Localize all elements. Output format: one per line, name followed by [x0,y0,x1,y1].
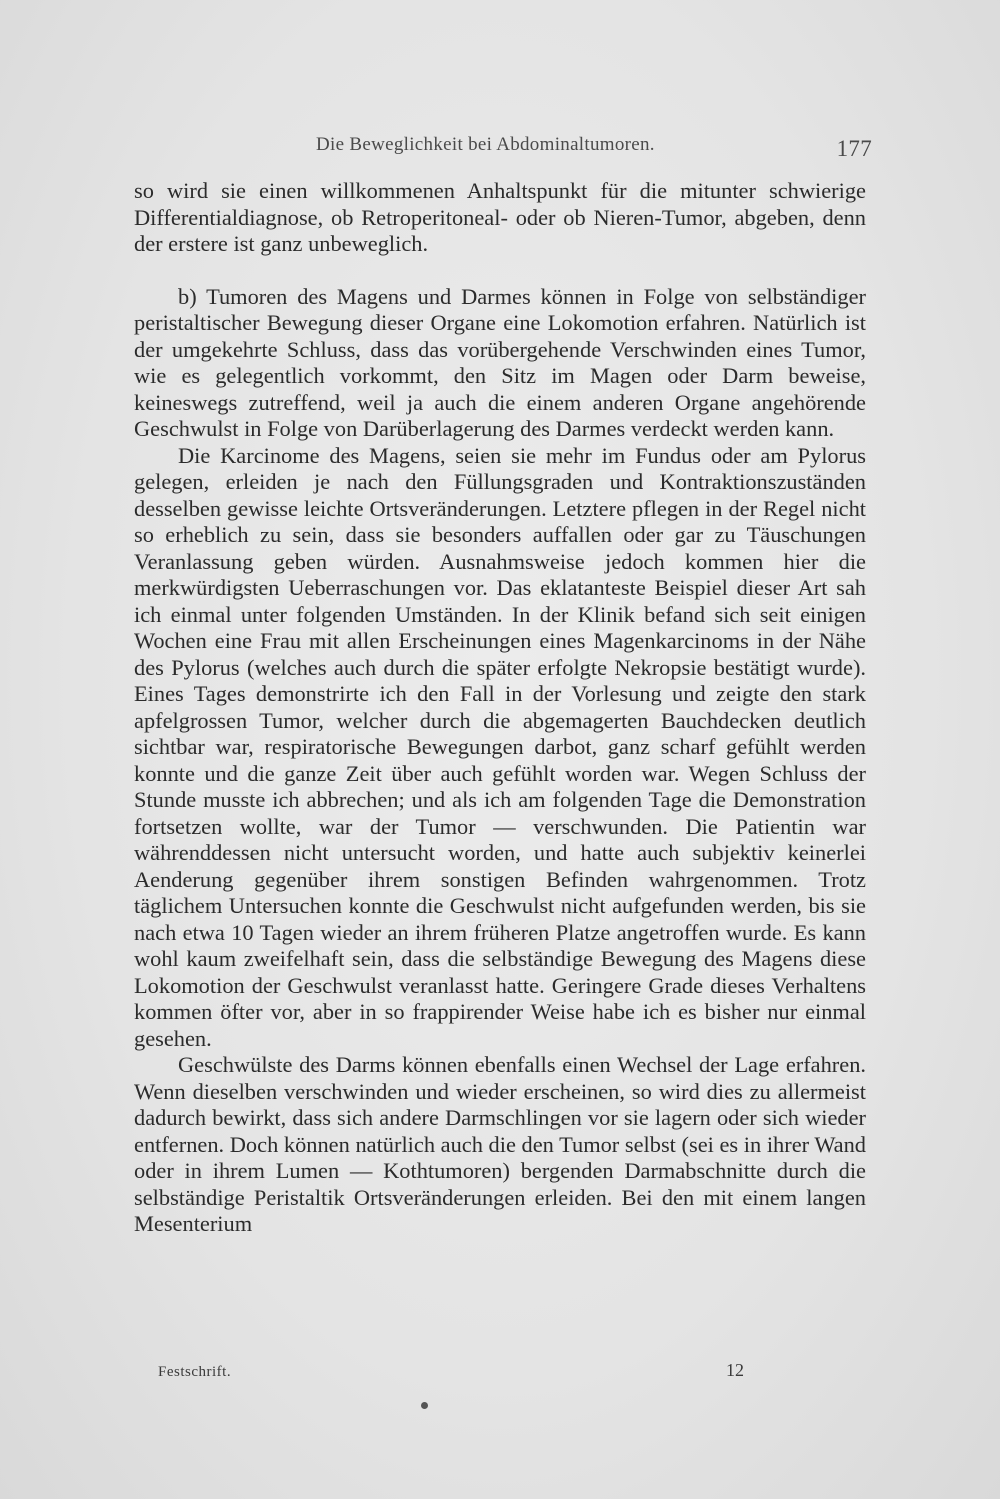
paragraph: so wird sie einen willkommenen Anhaltspunkt für die mitunter schwierige Differentialdiagnose, ob Retroperitoneal- oder ob Nieren-Tumor, abgeben, denn der erstere ist ganz unbeweglich. [134,178,866,256]
page-number: 177 [836,136,872,161]
running-title: Die Beweglichkeit bei Abdominaltumoren. [316,134,655,155]
paragraph: Die Karcinome des Magens, seien sie mehr im Fundus oder am Pylorus gelegen, erleiden je nach den Füllungsgraden und Kontraktionszuständen desselben gewisse leichte Ortsveränderungen. Letztere pflegen in der Regel nicht so erheblich zu sein, dass sie besonders auffallen oder gar zu Täuschungen Veranlassung geben würden. Ausnahmsweise jedoch kommen hier die merkwürdigsten Ueberraschungen vor. Das eklatanteste Beispiel dieser Art sah ich einmal unter folgenden Umständen. In der Klinik befand sich seit einigen Wochen eine Frau mit allen Erscheinungen eines Magenkarcinoms in der Nähe des Pylorus (welches auch durch die später erfolgte Nekropsie bestätigt wurde). Eines Tages demonstrirte ich den Fall in der Vorlesung und zeigte den stark apfelgrossen Tumor, welcher durch die abgemagerten Bauchdecken deutlich sichtbar war, respiratorische Bewegungen darbot, ganz scharf gefühlt werden konnte und die ganze Zeit über auch gefühlt worden war. Wegen Schluss der Stunde musste ich abbrechen; und als ich am folgenden Tage die Demonstration fortsetzen wollte, war der Tumor — verschwunden. Die Patientin war währenddessen nicht untersucht worden, und hatte auch subjektiv keinerlei Aenderung gegenüber ihrem sonstigen Befinden wahrgenommen. Trotz täglichem Untersuchen konnte die Geschwulst nicht aufgefunden werden, bis sie nach etwa 10 Tagen wieder an ihrem früheren Platze angetroffen wurde. Es kann wohl kaum zweifelhaft sein, dass die selbständige Bewegung des Magens diese Lokomotion der Geschwulst veranlasst hatte. Geringere Grade dieses Verhaltens kommen öfter vor, aber in so frappirender Weise habe ich es bisher nur einmal gesehen. [134,442,866,1051]
page-header [316,134,872,164]
paragraph: Geschwülste des Darms können ebenfalls einen Wechsel der Lage erfahren. Wenn dieselben verschwinden und wieder erscheinen, so wird dies zu allermeist dadurch bewirkt, dass sich andere Darmschlingen vor sie lagern oder sich wieder entfernen. Doch können natürlich auch die den Tumor selbst (sei es in ihrer Wand oder in ihrem Lumen — Kothtumoren) bergenden Darmabschnitte durch die selbständige Peristaltik Ortsveränderungen erleiden. Bei den mit einem langen Mesenterium [134,1052,866,1236]
ink-speck [421,1402,428,1409]
signature-mark: Festschrift. [158,1364,232,1380]
sheet-number: 12 [726,1360,744,1380]
page-footer [158,1360,758,1384]
body-text [134,178,866,1238]
paragraph: b) Tumoren des Magens und Darmes können in Folge von selbständiger peristaltischer Bewegung dieser Organe eine Lokomotion erfahren. Natürlich ist der umgekehrte Schluss, dass das vorübergehende Verschwinden eines Tumor, wie es gelegentlich vorkommt, den Sitz im Magen oder Darm beweise, keineswegs zutreffend, weil ja auch die einem anderen Organe angehörende Geschwulst in Folge von Darüberlagerung des Darmes verdeckt werden kann. [134,283,866,441]
